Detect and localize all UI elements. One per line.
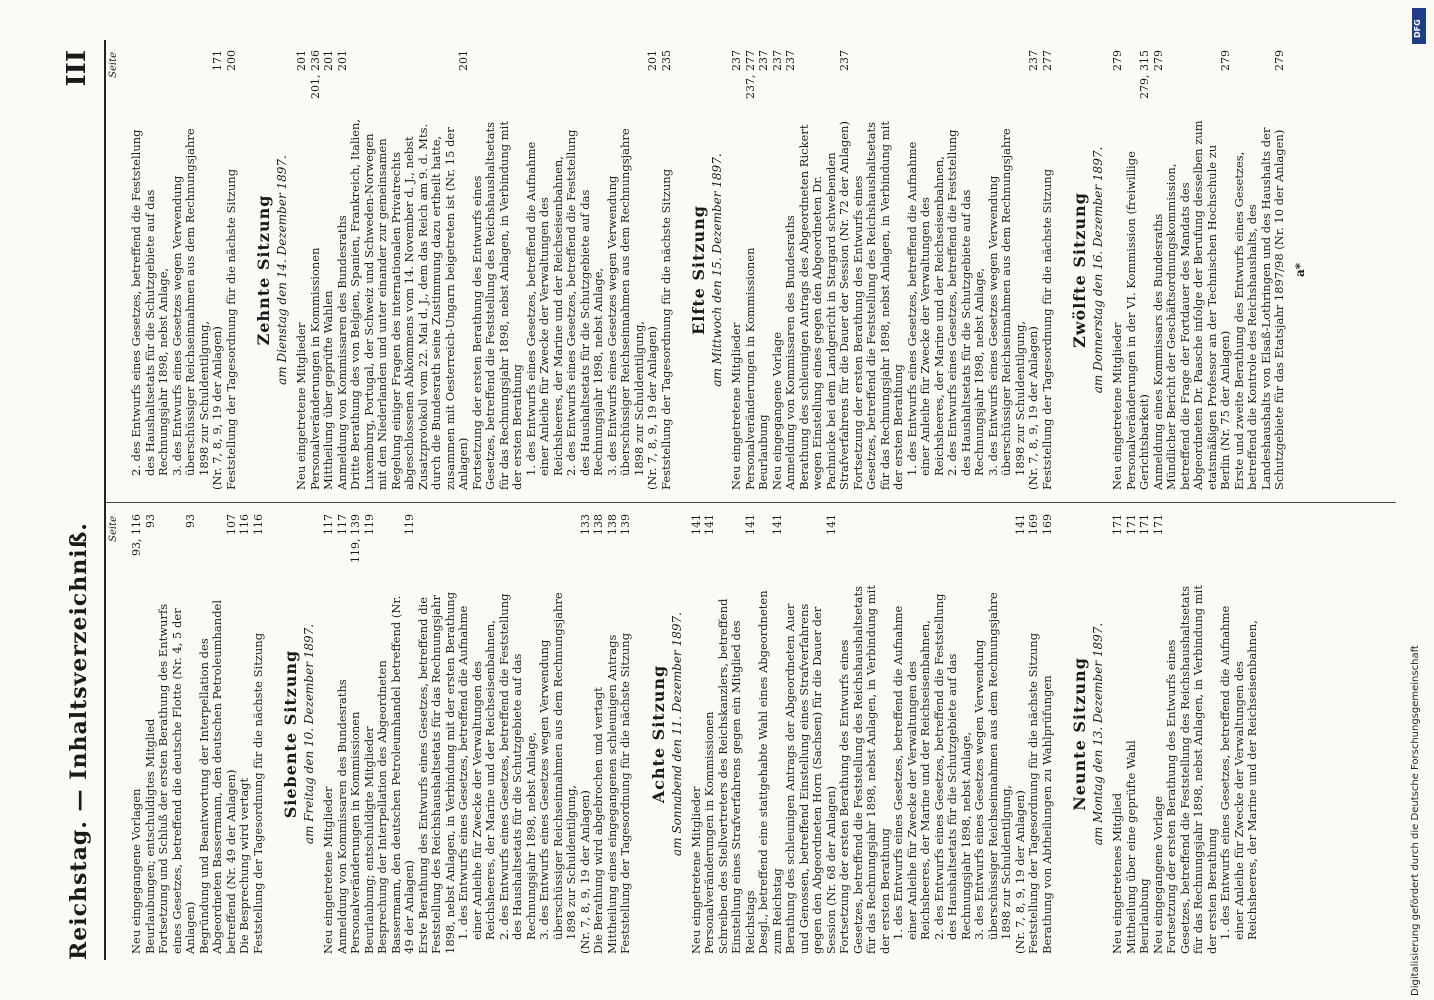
toc-entry <box>1125 514 1139 954</box>
entry-text: 2. des Entwurfs eines Gesetzes, betreffend die Feststellung des Haushaltsetats für die Schutzgebiete auf das Rechnungsjahr 1898, nebst Anlage, <box>129 129 170 476</box>
toc-entry <box>1138 514 1152 954</box>
session-block <box>1070 514 1260 954</box>
toc-entry <box>322 50 336 490</box>
entry-page: 237 <box>838 50 851 71</box>
entry-page: 117 <box>335 514 349 535</box>
entry-text: Neu eingetretene Mitglieder <box>1110 322 1124 490</box>
toc-entry <box>376 514 417 954</box>
entry-text: Beurlaubung <box>1137 878 1151 954</box>
toc-entry <box>987 50 1028 490</box>
entry-page: 141 <box>1013 514 1027 535</box>
entry-text: 1. des Entwurfs eines Gesetzes, betreffend die Aufnahme einer Anleihe für Zwecke der Verwaltungen des Reichsheeres, der Marine und der Reichseisenbahnen, <box>891 605 932 940</box>
entry-page: 279, 315 <box>1138 50 1151 99</box>
toc-entry <box>784 50 798 490</box>
toc-entry <box>619 514 633 954</box>
toc-entry <box>1219 514 1260 954</box>
entry-page: 171 <box>1138 514 1151 535</box>
toc-entry <box>171 50 212 490</box>
entry-page: 141 <box>824 514 838 535</box>
entry-page: 279 <box>1151 50 1165 71</box>
toc-entry <box>309 50 323 490</box>
toc-entry <box>336 50 350 490</box>
entry-text: Feststellung der Tagesordnung für die nächste Sitzung <box>1039 168 1054 490</box>
entry-text: Dritte Berathung des von Belgien, Spanien, Frankreich, Italien, Luxemburg, Portugal, der Schweiz und Schweden-Norwegen mit den Niederlanden und unter einander zur gemeinsamen Regelung einiger Fragen des internationalen Privatrechts abgeschlossenen Abkommens vom 14. November d. J., nebst Zusatzprotokoll vom 22. Mai d. J., dem das Reich am 9. d. Mts. durch die Bundesrath seine Zustimmung dazu ertheilt hatte, zusammen mit Oesterreich-Ungarn beigetreten ist (Nr. 15 der Anlagen) <box>348 118 470 490</box>
entry-text: Fortsetzung der ersten Berathung des Entwurfs eines Gesetzes, betreffend die Feststellung des Reichshaushaltsetats für das Rechnungsjahr 1898, nebst Anlagen, in Verbindung mit der ersten Berathung <box>1164 585 1219 954</box>
toc-entry <box>1165 514 1219 954</box>
entry-page: 169 <box>1027 514 1040 535</box>
toc-entry <box>690 514 704 954</box>
toc-entry <box>606 514 620 954</box>
toc-entry <box>565 50 606 490</box>
toc-entry <box>784 514 838 954</box>
entry-text: Neu eingegangene Vorlage <box>1150 795 1165 954</box>
entry-page: 93 <box>184 514 197 528</box>
toc-entry <box>525 50 566 490</box>
page-title: Reichstag. — Inhaltsverzeichniß. <box>66 522 92 960</box>
entry-text: Neu eingetretene Mitglieder <box>729 322 743 490</box>
entry-text: Neu eingetretenes Mitglied <box>1110 792 1124 954</box>
entry-text: Neu eingegangene Vorlage <box>769 331 784 490</box>
toc-entry <box>417 514 458 954</box>
toc-entry <box>322 514 336 954</box>
column-divider <box>106 502 1396 503</box>
entry-page: 119 <box>403 514 416 535</box>
entry-text: Die Berathung wird abgebrochen und vertagt <box>591 687 605 954</box>
entry-page: 279 <box>1273 50 1286 71</box>
entry-text: 2. des Entwurfs eines Gesetzes, betreffend die Feststellung des Haushaltsetats für die Schutzgebiete auf das Rechnungsjahr 1898, nebst Anlage, <box>496 593 538 940</box>
page-header <box>60 40 102 960</box>
toc-entry <box>1041 514 1055 954</box>
toc-entry <box>973 514 1014 954</box>
toc-entry <box>538 514 579 954</box>
toc-entry <box>238 514 252 954</box>
entry-text: 2. des Entwurfs eines Gesetzes, betreffend die Feststellung des Haushaltsetats für die Schutzgebiete auf das Rechnungsjahr 1898, nebst Anlage, <box>931 593 973 940</box>
toc-entry <box>130 50 171 490</box>
toc-entry <box>592 514 606 954</box>
toc-entry <box>852 50 906 490</box>
entry-page: 141 <box>689 514 703 535</box>
entry-page: 201, 236 <box>308 50 322 99</box>
entry-page: 201 <box>335 50 349 71</box>
toc-entry <box>606 50 647 490</box>
entry-text: (Nr. 7, 8, 9, 19 der Anlagen) <box>645 326 659 490</box>
session-block <box>281 514 633 954</box>
toc-entry <box>198 514 239 954</box>
entry-page: 237 <box>730 50 743 71</box>
entry-text: (Nr. 7, 8, 9, 19 der Anlagen) <box>1026 326 1040 490</box>
toc-entry <box>1027 50 1041 490</box>
entry-text: 3. des Entwurfs eines Gesetzes wegen Verwendung überschüssiger Reichseinnahmen aus dem Rechnungsjahre 1898 zur Schuldentilgung, <box>537 592 578 940</box>
entry-text: Besprechung der Interpellation des Abgeordneten Bassermann, den deutschen Petroleumhandel betreffend (Nr. 49 der Anlagen) <box>375 595 416 954</box>
header-rule <box>104 40 106 960</box>
entry-page: 237 <box>757 50 770 71</box>
toc-entry <box>1125 50 1152 490</box>
toc-entry <box>838 514 892 954</box>
entry-text: 3. des Entwurfs eines Gesetzes wegen Verwendung überschüssiger Reichseinnahmen aus dem Rechnungsjahre 1898 zur Schuldentilgung, <box>169 128 211 476</box>
toc-entry <box>757 50 771 490</box>
toc-entry <box>211 50 225 490</box>
dfg-logo: DFG <box>1412 8 1426 44</box>
entry-text: Feststellung der Tagesordnung für die nächste Sitzung <box>223 168 238 490</box>
toc-entry <box>717 514 758 954</box>
entry-text: Anmeldung von Kommissaren des Bundesraths <box>334 215 349 490</box>
entry-text: Anmeldung von Kommissaren des Bundesraths <box>783 215 797 490</box>
session-date: am Dienstag den 14. Dezember 1897. <box>275 155 289 385</box>
entry-text: Berathung des schleunigen Antrags der Abgeordneten Auer und Genossen, betreffend Einstellung eines Strafverfahrens gegen den Abgeordneten Horn (Sachsen) für die Dauer der Session (Nr. 68 der Anlagen) <box>783 603 838 954</box>
entry-page: 93 <box>143 514 157 528</box>
entry-page: 141 <box>703 514 716 535</box>
session-block <box>649 514 1055 954</box>
entry-text: Neu eingetretene Mitglieder <box>688 786 703 954</box>
toc-entry <box>730 50 744 490</box>
entry-page: 169 <box>1040 514 1054 535</box>
entry-text: Berathung von Abtheilungen zu Wahlprüfungen <box>1039 675 1054 954</box>
entry-page: 237 <box>784 50 797 71</box>
toc-entry <box>892 514 933 954</box>
toc-entry <box>771 50 785 490</box>
entry-page: 116 <box>251 514 265 535</box>
session-heading: Achte Sitzung <box>648 664 668 804</box>
entry-text: Desgl., betreffend eine stattgehabte Wahl eines Abgeordneten zum Reichstag <box>756 590 784 954</box>
toc-entry <box>252 514 266 954</box>
entry-page: 119, 139 <box>349 514 362 563</box>
entry-text: 3. des Entwurfs eines Gesetzes wegen Verwendung überschüssiger Reichseinnahmen aus dem Rechnungsjahre 1898 zur Schuldentilgung, <box>972 592 1013 940</box>
toc-entry <box>579 514 593 954</box>
entry-text: Mittheilung über geprüfte Wahlen <box>321 290 335 490</box>
entry-text: Personalveränderungen in Kommissionen <box>348 711 362 954</box>
entry-page: 93, 116 <box>130 514 143 556</box>
right-column <box>108 50 1307 490</box>
session-block <box>130 514 265 954</box>
entry-text: (Nr. 7, 8, 9, 19 der Anlagen) <box>577 790 592 954</box>
toc-entry <box>349 514 363 954</box>
session-heading: Elfte Sitzung <box>689 205 708 335</box>
toc-entry <box>933 514 974 954</box>
toc-entry <box>1041 50 1055 490</box>
entry-text: 3. des Entwurfs eines Gesetzes wegen Verwendung überschüssiger Reichseinnahmen aus dem Rechnungsjahre 1898 zur Schuldentilgung, <box>604 128 646 476</box>
session-date: am Sonnabend den 11. Dezember 1897. <box>669 612 684 856</box>
toc-entry <box>660 50 674 490</box>
session-date: am Mittwoch den 15. Dezember 1897. <box>710 153 724 387</box>
toc-entry <box>130 514 144 954</box>
entry-page: 171 <box>1124 514 1138 535</box>
entry-page: 237 <box>770 50 784 71</box>
seite-label: Seite <box>108 52 119 78</box>
entry-text: Neu eingetretene Mitglieder <box>321 786 335 954</box>
entry-text: 1. des Entwurfs eines Gesetzes, betreffend die Aufnahme einer Anleihe für Zwecke der Verwaltungen des Reichsheeres, der Marine und der Reichseisenbahnen, <box>456 605 497 940</box>
entry-text: Anmeldung eines Kommissars des Bundesraths <box>1150 213 1165 490</box>
entry-page: 201 <box>295 50 308 71</box>
toc-entry <box>1111 514 1125 954</box>
entry-text: Begründung und Beantwortung der Interpellation des Abgeordneten Bassermann, den deutschen Petroleumhandel betreffend (Nr. 49 der Anlagen) <box>196 599 238 954</box>
toc-entry <box>144 514 158 954</box>
entry-text: Fortsetzung der ersten Berathung des Entwurfs eines Gesetzes, betreffend die Feststellung des Reichshaushaltsetats für das Rechnungsjahr 1898, nebst Anlagen, in Verbindung mit der ersten Berathung <box>850 121 905 490</box>
toc-entry <box>363 514 377 954</box>
entry-text: Fortsetzung der ersten Berathung des Entwurfs eines Gesetzes, betreffend die Feststellung des Reichshaushaltsetats für das Rechnungsjahr 1898, nebst Anlagen, in Verbindung mit der ersten Berathung <box>469 121 524 490</box>
entry-text: (Nr. 7, 8, 9, 19 der Anlagen) <box>1012 790 1027 954</box>
dfg-footer: Digitalisierung gefördert durch die Deutsche Forschungsgemeinschaft <box>1410 645 1421 996</box>
entry-text: 1. des Entwurfs eines Gesetzes, betreffend die Aufnahme einer Anleihe für Zwecke der Verwaltungen des Reichsheeres, der Marine und der Reichseisenbahnen, <box>904 141 946 476</box>
entry-text: (Nr. 7, 8, 9, 19 der Anlagen) <box>210 326 224 490</box>
entry-page: 279 <box>1111 50 1124 71</box>
entry-text: Mittheilung eines eingegangenen schleunigen Antrags <box>604 634 619 954</box>
session-block <box>254 50 673 490</box>
toc-entry <box>457 514 498 954</box>
entry-text: Erste und zweite Berathung des Entwurfs eines Gesetzes, betreffend die Kontrole des Reichshaushalts, des Landeshaushalts von Elsaß-Lothringen und des Haushalts der Schutzgebiete für das Etatsjahr 1897/98 (Nr. 10 der Anlagen) <box>1231 127 1286 490</box>
toc-entry <box>798 50 852 490</box>
entry-page: 171 <box>211 50 224 71</box>
toc-entry <box>157 514 198 954</box>
entry-text: Beurlaubungen; entschuldigtes Mitglied <box>142 718 157 954</box>
toc-entry <box>471 50 525 490</box>
toc-entry <box>646 50 660 490</box>
entry-text: Schreiben des Stellvertreters des Reichskanzlers, betreffend Einstellung eines Strafverfahrens gegen ein Mitglied des Reichstags <box>715 598 757 954</box>
session-heading: Zehnte Sitzung <box>254 194 273 346</box>
entry-text: Anmeldung von Kommissaren des Bundesraths <box>334 679 349 954</box>
toc-entry <box>946 50 987 490</box>
entry-page: 133 <box>578 514 592 535</box>
entry-page: 200 <box>224 50 238 71</box>
toc-entry <box>498 514 539 954</box>
toc-entry <box>906 50 947 490</box>
session-date: am Donnerstag den 16. Dezember 1897. <box>1091 146 1105 394</box>
entry-page: 138 <box>605 514 619 535</box>
toc-entry <box>1152 50 1166 490</box>
seite-label: Seite <box>108 516 119 542</box>
toc-entry <box>1152 514 1166 954</box>
entry-page: 235 <box>659 50 673 71</box>
entry-text: Neu eingetretene Mitglieder <box>294 322 308 490</box>
toc-entry <box>225 50 239 490</box>
toc-entry <box>1014 514 1028 954</box>
entry-text: Personalveränderungen in Kommissionen <box>702 711 716 954</box>
entry-page: 141 <box>770 514 784 535</box>
session-block <box>689 50 1054 490</box>
entry-page: 201 <box>322 50 335 71</box>
entry-page: 201 <box>646 50 659 71</box>
entry-text: Mittheilung über eine geprüfte Wahl <box>1123 740 1138 954</box>
entry-text: Erste Berathung des Entwurfs eines Gesetzes, betreffend die Feststellung des Reichshaushaltsetats für das Rechnungsjahr 1898, nebst Anlagen, in Verbindung mit der ersten Berathung <box>415 591 457 954</box>
session-block <box>1070 50 1287 490</box>
toc-entry <box>1233 50 1287 490</box>
toc-entry <box>336 514 350 954</box>
entry-page: 237 <box>1027 50 1040 71</box>
entry-text: Personalveränderungen in Kommissionen <box>307 247 322 490</box>
entry-page: 119 <box>362 514 376 535</box>
entry-text: Personalveränderungen in Kommissionen <box>742 247 757 490</box>
entry-text: 2. des Entwurfs eines Gesetzes, betreffend die Feststellung des Haushaltsetats für die Schutzgebiete auf das Rechnungsjahr 1898, nebst Anlage, <box>945 129 986 476</box>
entry-page: 138 <box>592 514 605 535</box>
session-date: am Montag den 13. Dezember 1897. <box>1091 622 1105 846</box>
entry-text: Beurlaubung <box>756 414 770 490</box>
entry-page: 171 <box>1111 514 1124 535</box>
entry-text: 3. des Entwurfs eines Gesetzes wegen Verwendung überschüssiger Reichseinnahmen aus dem Rechnungsjahre 1898 zur Schuldentilgung, <box>985 128 1027 476</box>
entry-text: 1. des Entwurfs eines Gesetzes, betreffend die Aufnahme einer Anleihe für Zwecke der Verwaltungen des Reichsheeres, der Marine und der Reichseisenbahnen, <box>1218 605 1259 940</box>
toc-entry <box>703 514 717 954</box>
session-date: am Freitag den 10. Dezember 1897. <box>302 623 316 845</box>
entry-text: Berathung des schleunigen Antrags des Abgeordneten Rickert wegen Einstellung eines gegen den Abgeordneten Dr. Pachnicke bei dem Landgericht in Stargard schwebenden Strafverfahrens für die Dauer der Session (Nr. 72 der Anlagen) <box>796 121 851 490</box>
entry-page: 107 <box>224 514 238 535</box>
entry-text: Feststellung der Tagesordnung für die nächste Sitzung <box>618 632 632 954</box>
entry-text: Mündlicher Bericht der Geschäftsordnungskommission, betreffend die Frage der Fortdauer des Mandats des Abgeordneten Dr. Paasche infolge der Berufung desselben zum etatsmäßigen Professor an der Technischen Hochschule zu Berlin (Nr. 75 der Anlagen) <box>1164 120 1232 490</box>
toc-entry <box>1027 514 1041 954</box>
entry-page: 141 <box>743 514 757 535</box>
entry-page: 201 <box>457 50 470 71</box>
entry-text: Feststellung der Tagesordnung für die nächste Sitzung <box>658 168 673 490</box>
entry-text: Beurlaubung; entschuldigte Mitglieder <box>361 726 376 954</box>
entry-text: Neu eingegangene Vorlagen <box>129 788 143 954</box>
entry-text: Fortsetzung und Schluß der ersten Berathung des Entwurfs eines Gesetzes, betreffend die deutsche Flotte (Nr. 4, 5 der Anlagen) <box>156 603 197 954</box>
entry-text: 2. des Entwurfs eines Gesetzes, betreffend die Feststellung des Haushaltsetats für die Schutzgebiete auf das Rechnungsjahr 1898, nebst Anlage, <box>564 129 605 476</box>
entry-text: Personalveränderungen in der VI. Kommission (freiwillige Gerichtsbarkeit) <box>1123 151 1151 490</box>
toc-entry <box>349 50 471 490</box>
toc-entry <box>295 50 309 490</box>
entry-page: 277 <box>1040 50 1054 71</box>
entry-page: 279 <box>1219 50 1232 71</box>
session-heading: Siebente Sitzung <box>281 649 300 819</box>
left-column <box>108 514 1260 954</box>
signature-mark: a* <box>1292 262 1307 278</box>
toc-entry <box>757 514 784 954</box>
entry-text: 1. des Entwurfs eines Gesetzes, betreffend die Aufnahme einer Anleihe für Zwecke der Verwaltungen des Reichsheeres, der Marine und der Reichseisenbahnen, <box>523 141 565 476</box>
rotated-page <box>60 40 1400 960</box>
entry-page: 237, 277 <box>743 50 757 99</box>
entry-text: Feststellung der Tagesordnung für die nächste Sitzung <box>250 632 265 954</box>
entry-text: Fortsetzung der ersten Berathung des Entwurfs eines Gesetzes, betreffend die Feststellung des Reichshaushaltsetats für das Rechnungsjahr 1898, nebst Anlagen, in Verbindung mit der ersten Berathung <box>837 585 892 954</box>
toc-entry <box>744 50 758 490</box>
entry-page: 116 <box>238 514 251 535</box>
entry-page: 117 <box>322 514 335 535</box>
entry-text: Die Besprechung wird vertagt <box>237 777 251 954</box>
entry-text: Feststellung der Tagesordnung für die nächste Sitzung <box>1026 632 1040 954</box>
toc-entry <box>1111 50 1125 490</box>
session-block <box>130 50 238 490</box>
session-heading: Zwölfte Sitzung <box>1070 192 1089 348</box>
entry-page: 139 <box>619 514 632 535</box>
toc-entry <box>1165 50 1233 490</box>
session-heading: Neunte Sitzung <box>1070 657 1089 811</box>
entry-page: 171 <box>1151 514 1165 535</box>
page-number: III <box>62 50 92 87</box>
